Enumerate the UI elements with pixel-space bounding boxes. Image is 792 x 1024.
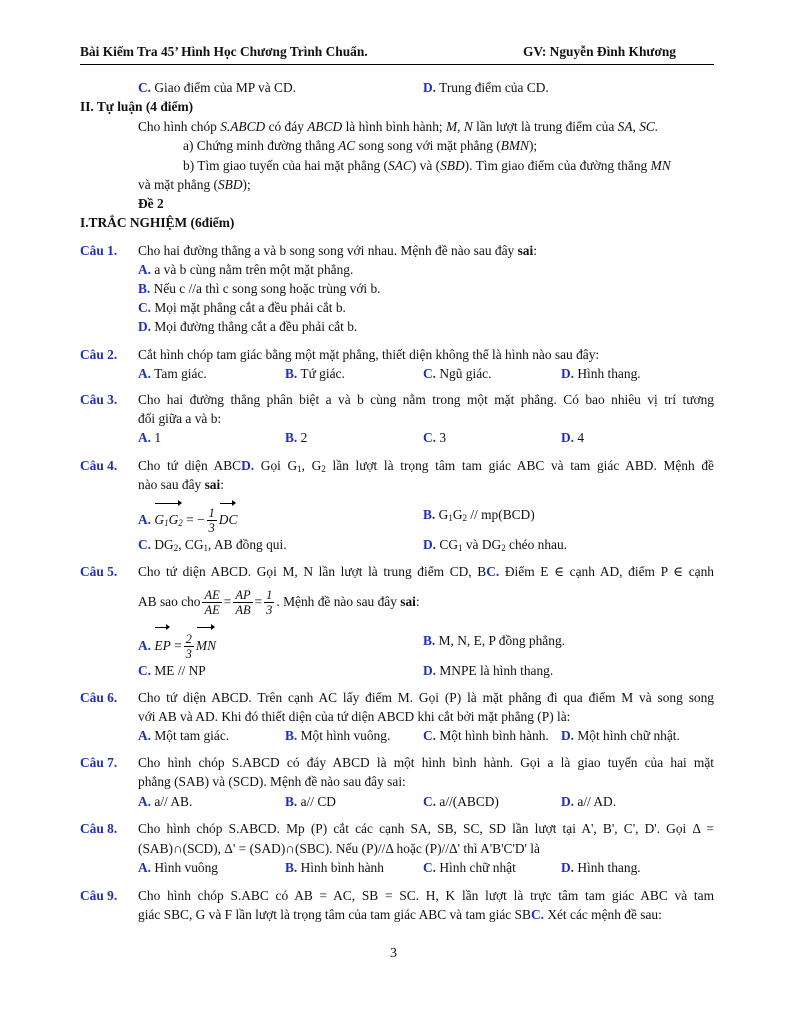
vector-dc: DC (219, 500, 238, 535)
vector-ep: EP (154, 624, 170, 663)
q7-text-line1: Cho hình chóp S.ABCD có đáy ABCD là một hình bình hành. Gọi a là giao tuyến của hai mặt (138, 755, 714, 770)
vector-mn: MN (196, 624, 216, 663)
exam-variant: Đề 2 (138, 196, 164, 211)
q2-text: Cắt hình chóp tam giác bằng một mặt phẳng, thiết diện không thể là hình nào sau đây: (138, 347, 600, 362)
q3-text-line1: Cho hai đường thẳng phân biệt a và b cùng nằm trong một mặt phẳng. Có bao nhiêu vị trí tương (138, 392, 714, 407)
q6-option-d: D. Một hình chữ nhật. (561, 728, 680, 743)
q5-option-b: B. M, N, E, P đồng phẳng. (423, 633, 565, 648)
q2-option-a: A. Tam giác. (138, 366, 207, 381)
fraction-one-third-q5: $\frac{1}{3}$ (266, 588, 273, 618)
q2-option-d: D. Hình thang. (561, 366, 641, 381)
option-d: D. Trung điểm của CD. (423, 80, 549, 95)
q7-text-line2: phẳng (SAB) và (SCD). Mệnh đề nào sau đây sai: (138, 774, 406, 789)
q7-option-c: C. a//(ABCD) (423, 794, 499, 809)
q8-text-line1: Cho hình chóp S.ABCD. Mp (P) cắt các cạnh SA, SB, SC, SD lần lượt tại A', B', C', D'. Gọi Δ = (138, 821, 714, 836)
q9-text-line1: Cho hình chóp S.ABC có AB = AC, SB = SC. H, K lần lượt là trực tâm tam giác ABC và tam (138, 888, 714, 903)
q1-option-c: C. Mọi mặt phẳng cắt a đều phải cắt b. (138, 300, 346, 315)
essay-part-b: b) Tìm giao tuyến của hai mặt phẳng (SAC) và (SBD). Tìm giao điểm của đường thẳng MN (183, 158, 671, 173)
q8-option-a: A. Hình vuông (138, 860, 218, 875)
section-title: I.TRẮC NGHIỆM (6điểm) (80, 215, 235, 230)
q2-option-c: C. Ngũ giác. (423, 366, 492, 381)
q6-option-c: C. Một hình bình hành. (423, 728, 549, 743)
header-title: Bài Kiểm Tra 45’ Hình Học Chương Trình Chuẩn. (80, 44, 368, 59)
q4-label: Câu 4. (80, 458, 118, 473)
option-c: C. Giao điểm của MP và CD. (138, 80, 296, 95)
fraction-ap-ab: $\frac{AP}{AB}$ (235, 588, 251, 618)
q5-option-a: A. EP = $\frac{2}{3}$ MN (138, 624, 216, 663)
q3-label: Câu 3. (80, 392, 118, 407)
q4-text-line1: Cho tứ diện ABCD. Gọi $G_1$, $G_2$ lần lượt là trọng tâm tam giác ABC và tam giác ABD. Mệnh đề (138, 458, 714, 474)
q3-option-c: C. 3 (423, 430, 447, 445)
q5-option-d: D. MNPE là hình thang. (423, 663, 554, 678)
q8-option-b: B. Hình bình hành (285, 860, 384, 875)
essay-part-a: a) Chứng minh đường thẳng AC song song với mặt phẳng (BMN); (183, 138, 538, 153)
q8-option-d: D. Hình thang. (561, 860, 641, 875)
q4-option-c: C. $DG_2$, $CG_1$, AB đồng qui. (138, 537, 287, 553)
essay-title: II. Tự luận (4 điểm) (80, 99, 194, 114)
q4-option-a: A. $G_1G_2$ = − $\frac{1}{3}$ DC (138, 500, 237, 538)
q3-option-a: A. 1 (138, 430, 162, 445)
q3-option-d: D. 4 (561, 430, 585, 445)
q6-text-line1: Cho tứ diện ABCD. Trên cạnh AC lấy điểm M. Gọi (P) là mặt phẳng đi qua điểm M và song song (138, 690, 714, 705)
q6-option-b: B. Một hình vuông. (285, 728, 391, 743)
q6-text-line2: với AB và AD. Khi đó thiết diện của tứ diện ABCD khi cắt bởi mặt phẳng (P) là: (138, 709, 571, 724)
q7-option-d: D. a// AD. (561, 794, 617, 809)
q4-option-b: B. $G_1G_2 // mp(BCD)$ (423, 507, 535, 523)
q2-option-b: B. Tứ giác. (285, 366, 345, 381)
q3-option-b: B. 2 (285, 430, 308, 445)
q4-option-d: D. $CG_1$ và $DG_2$ chéo nhau. (423, 537, 568, 553)
header-teacher: GV: Nguyễn Đình Khương (523, 44, 676, 59)
q9-label: Câu 9. (80, 888, 118, 903)
q1-option-b: B. Nếu c //a thì c song song hoặc trùng với b. (138, 281, 381, 296)
vector-g1g2: $G_1G_2$ (154, 500, 182, 538)
q6-option-a: A. Một tam giác. (138, 728, 230, 743)
fraction-two-thirds: $\frac{2}{3}$ (185, 632, 192, 662)
q4-text-line2: nào sau đây sai: (138, 477, 224, 492)
essay-part-b-cont: và mặt phẳng (SBD); (138, 177, 251, 192)
q8-label: Câu 8. (80, 821, 118, 836)
q8-text-line2: (SAB)∩(SCD), Δ' = (SAD)∩(SBC). Nếu (P)//Δ hoặc (P)//Δ' thì A'B'C'D' là (138, 841, 540, 856)
q5-label: Câu 5. (80, 564, 118, 579)
q5-text-line2: AB sao cho $\frac{AE}{AE}$ = $\frac{AP}{AB}$ = $\frac{1}{3}$ . Mệnh đề nào sau đây sai: (138, 588, 420, 618)
q5-text-line1: Cho tứ diện ABCD. Gọi M, N lần lượt là trung điểm CD, BC. Điểm E ∈ cạnh AD, điểm P ∈ cạnh (138, 564, 714, 579)
fraction-ae: $\frac{AE}{AE}$ (204, 588, 220, 618)
q1-label: Câu 1. (80, 243, 118, 258)
q7-option-b: B. a// CD (285, 794, 336, 809)
q8-option-c: C. Hình chữ nhật (423, 860, 516, 875)
q1-option-d: D. Mọi đường thẳng cắt a đều phải cắt b. (138, 319, 358, 334)
page-header (80, 44, 714, 65)
q2-label: Câu 2. (80, 347, 118, 362)
q9-text-line2: giác SBC, G và F lần lượt là trọng tâm của tam giác ABC và tam giác SBC. Xét các mệnh đề sau: (138, 907, 662, 922)
essay-intro: Cho hình chóp S.ABCD có đáy ABCD là hình bình hành; M, N lần lượt là trung điểm của SA, SC. (138, 119, 659, 134)
q1-text: Cho hai đường thẳng a và b song song với nhau. Mệnh đề nào sau đây sai: (138, 243, 537, 258)
q7-label: Câu 7. (80, 755, 118, 770)
fraction-one-third: $\frac{1}{3}$ (208, 506, 215, 536)
q3-text-line2: đối giữa a và b: (138, 411, 222, 426)
q5-option-c: C. ME // NP (138, 663, 206, 678)
q7-option-a: A. a// AB. (138, 794, 193, 809)
q1-option-a: A. a và b cùng nằm trên một mặt phẳng. (138, 262, 354, 277)
page-number: 3 (390, 946, 397, 961)
q6-label: Câu 6. (80, 690, 118, 705)
